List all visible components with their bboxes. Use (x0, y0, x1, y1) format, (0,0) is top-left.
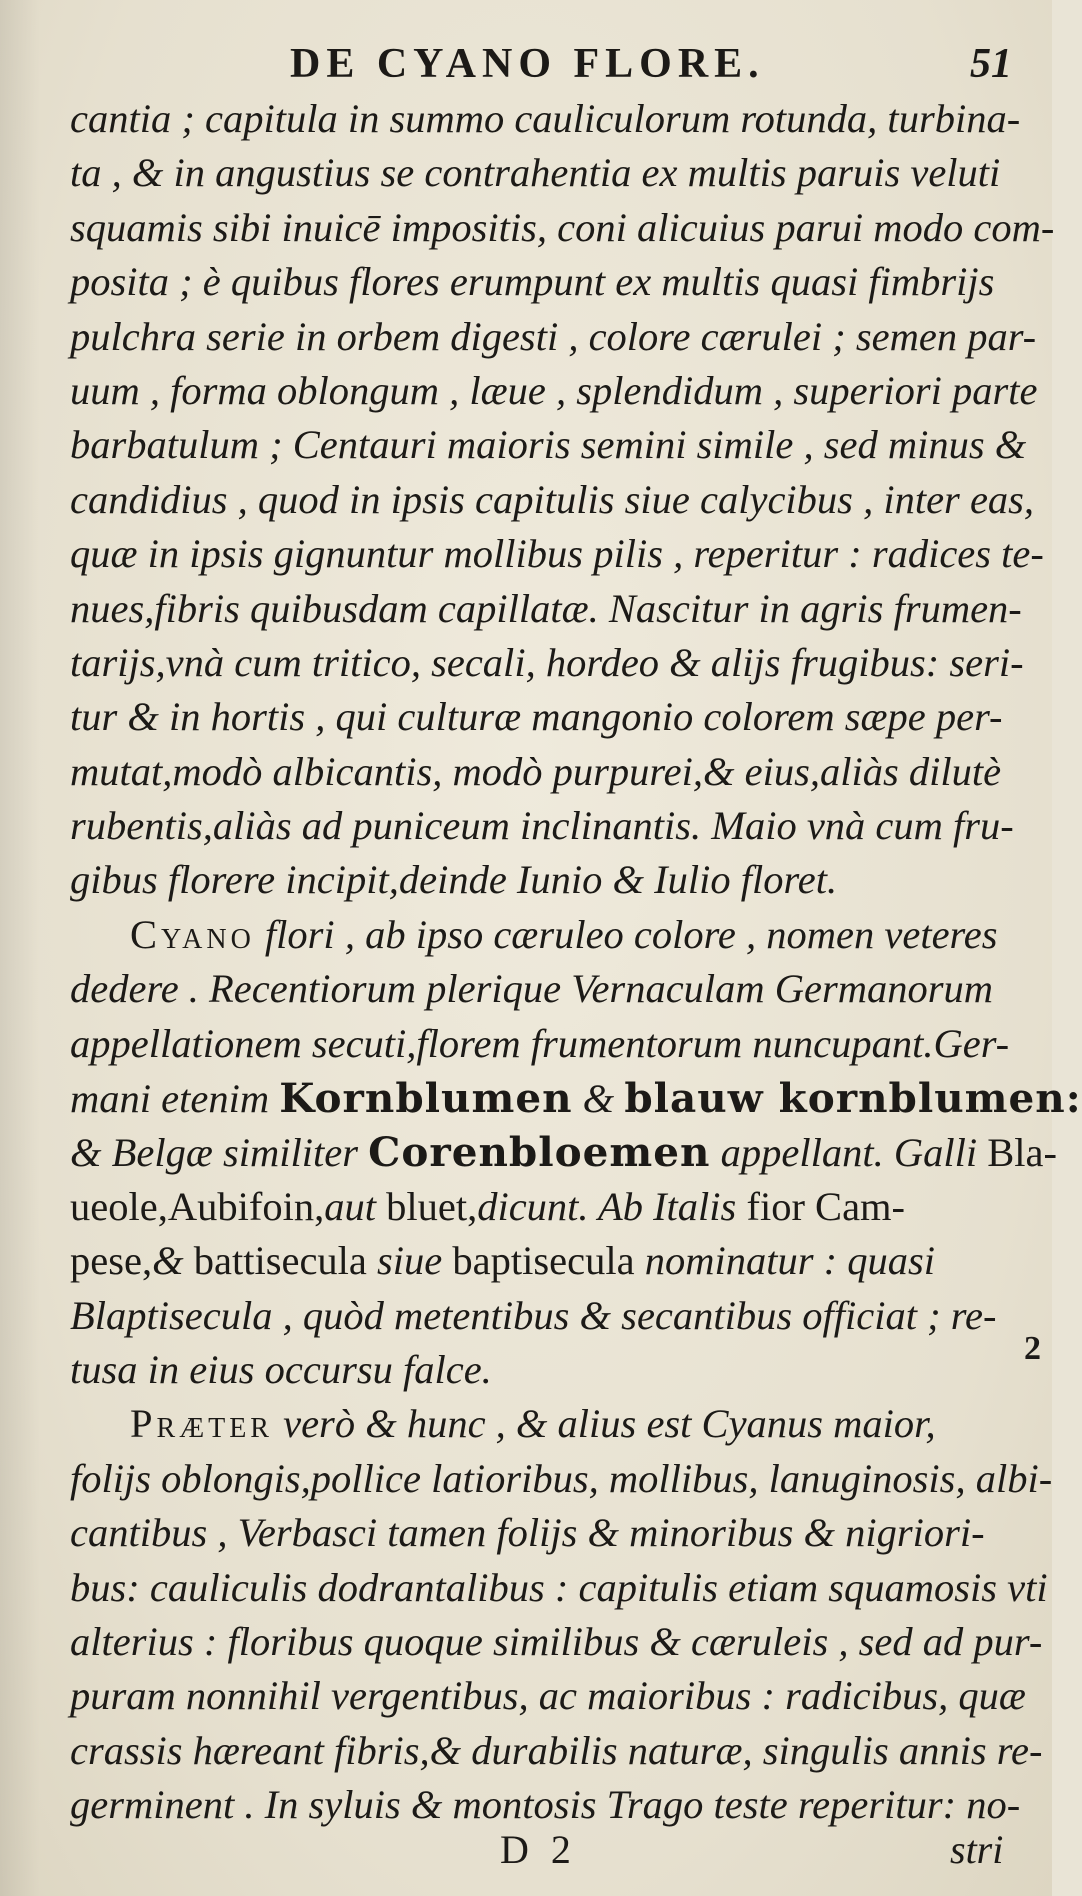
italian-name: pese, (70, 1238, 153, 1284)
text-span: dicunt. Ab Italis (477, 1183, 747, 1229)
text-line: crassis hæreant fibris,& durabilis naturæ, singulis annis re- (70, 1727, 1043, 1773)
italian-name: baptisecula (452, 1238, 635, 1284)
text-line: gibus florere incipit,deinde Iunio & Iulio floret. (70, 857, 838, 903)
text-line: mutat,modò albicantis, modò purpurei,& eius,aliàs dilutè (70, 748, 1002, 794)
paragraph-2-line-7 (70, 1234, 1020, 1288)
paragraph-lead-word: Cyano (130, 911, 255, 957)
paragraph-lead-word: Præter (130, 1401, 273, 1447)
margin-number: 2 (1024, 1330, 1041, 1367)
text-line: germinent . In syluis & montosis Trago teste reperitur: no- (70, 1782, 1021, 1828)
text-line: barbatulum ; Centauri maioris semini simile , sed minus & (70, 422, 1027, 468)
paragraph-2-line-1 (70, 908, 1020, 962)
french-name: bluet, (386, 1183, 478, 1229)
catchword: stri (950, 1827, 1004, 1872)
text-line: dedere . Recentiorum plerique Vernaculam Germanorum (70, 966, 994, 1012)
german-name: Kornblumen (279, 1074, 573, 1123)
dutch-name: Corenbloemen (368, 1128, 711, 1177)
text-line: folijs oblongis,pollice latioribus, mollibus, lanuginosis, albi- (70, 1455, 1053, 1501)
text-line: squamis sibi inuicē impositis, coni alicuius parui modo com- (70, 204, 1055, 250)
text-span: verò & hunc , & alius est Cyanus maior, (272, 1401, 936, 1447)
italian-name: fior Cam- (746, 1183, 906, 1229)
paragraph-2-line-5 (70, 1125, 1057, 1179)
binding-shadow (0, 0, 40, 1896)
text-line: bus: cauliculis dodrantalibus : capitulis etiam squamosis vti (70, 1564, 1048, 1610)
text-span: & (572, 1076, 625, 1122)
text-line: ta , & in angustius se contrahentia ex multis paruis veluti (70, 150, 1001, 196)
text-span: nominatur : quasi (634, 1238, 935, 1284)
text-line: uum , forma oblongum , læue , splendidum , superiori parte (70, 367, 1038, 413)
text-line: quæ in ipsis gignuntur mollibus pilis , reperitur : radices te- (70, 531, 1044, 577)
italian-name: battisecula (193, 1238, 367, 1284)
body-text (70, 92, 1082, 1833)
french-name: Bla- (987, 1130, 1057, 1176)
text-span: flori , ab ipso cæruleo colore , nomen veteres (254, 911, 998, 957)
german-name: blauw kornblumen: (624, 1074, 1082, 1123)
running-title: DE CYANO FLORE. (290, 41, 765, 87)
text-span: aut (324, 1183, 387, 1229)
text-line: cantibus , Verbasci tamen folijs & minoribus & nigriori- (70, 1510, 985, 1556)
text-line: tarijs,vnà cum tritico, secali, hordeo & alijs frugibus: seri- (70, 639, 1024, 685)
paragraph-3-line-1 (70, 1397, 1020, 1451)
text-span: mani etenim (70, 1076, 280, 1122)
text-line: nues,fibris quibusdam capillatæ. Nascitur in agris frumen- (70, 585, 1022, 631)
text-line: Blaptisecula , quòd metentibus & secantibus officiat ; re- (70, 1292, 997, 1338)
text-line: tusa in eius occursu falce. (70, 1346, 492, 1392)
text-line: puram nonnihil vergentibus, ac maioribus : radicibus, quæ (70, 1673, 1026, 1719)
text-line: alterius : floribus quoque similibus & cæruleis , sed ad pur- (70, 1618, 1043, 1664)
text-span: appellant. Galli (710, 1130, 988, 1176)
text-span: & Belgæ similiter (70, 1130, 369, 1176)
page-footer (0, 1826, 1052, 1886)
text-span: siue (366, 1238, 453, 1284)
text-line: cantia ; capitula in summo cauliculorum rotunda, turbina- (70, 96, 1021, 141)
french-name: ueole,Aubifoin, (70, 1183, 325, 1229)
text-span: & (152, 1238, 194, 1284)
text-line: candidius , quod in ipsis capitulis siue calycibus , inter eas, (70, 476, 1035, 522)
running-head (0, 40, 1052, 100)
text-line: tur & in hortis , qui culturæ mangonio colorem sæpe per- (70, 694, 1003, 740)
text-line: rubentis,aliàs ad puniceum inclinantis. Maio vnà cum fru- (70, 803, 1014, 849)
signature-mark: D 2 (500, 1827, 577, 1872)
text-line: pulchra serie in orbem digesti , colore cærulei ; semen par- (70, 313, 1037, 359)
text-line: posita ; è quibus flores erumpunt ex multis quasi fimbrijs (70, 259, 995, 305)
text-line: appellationem secuti,florem frumentorum nuncupant.Ger- (70, 1020, 1010, 1066)
page-number: 51 (970, 41, 1012, 87)
paragraph-2-line-6 (70, 1180, 1020, 1234)
paragraph-2-line-4 (70, 1071, 1082, 1125)
